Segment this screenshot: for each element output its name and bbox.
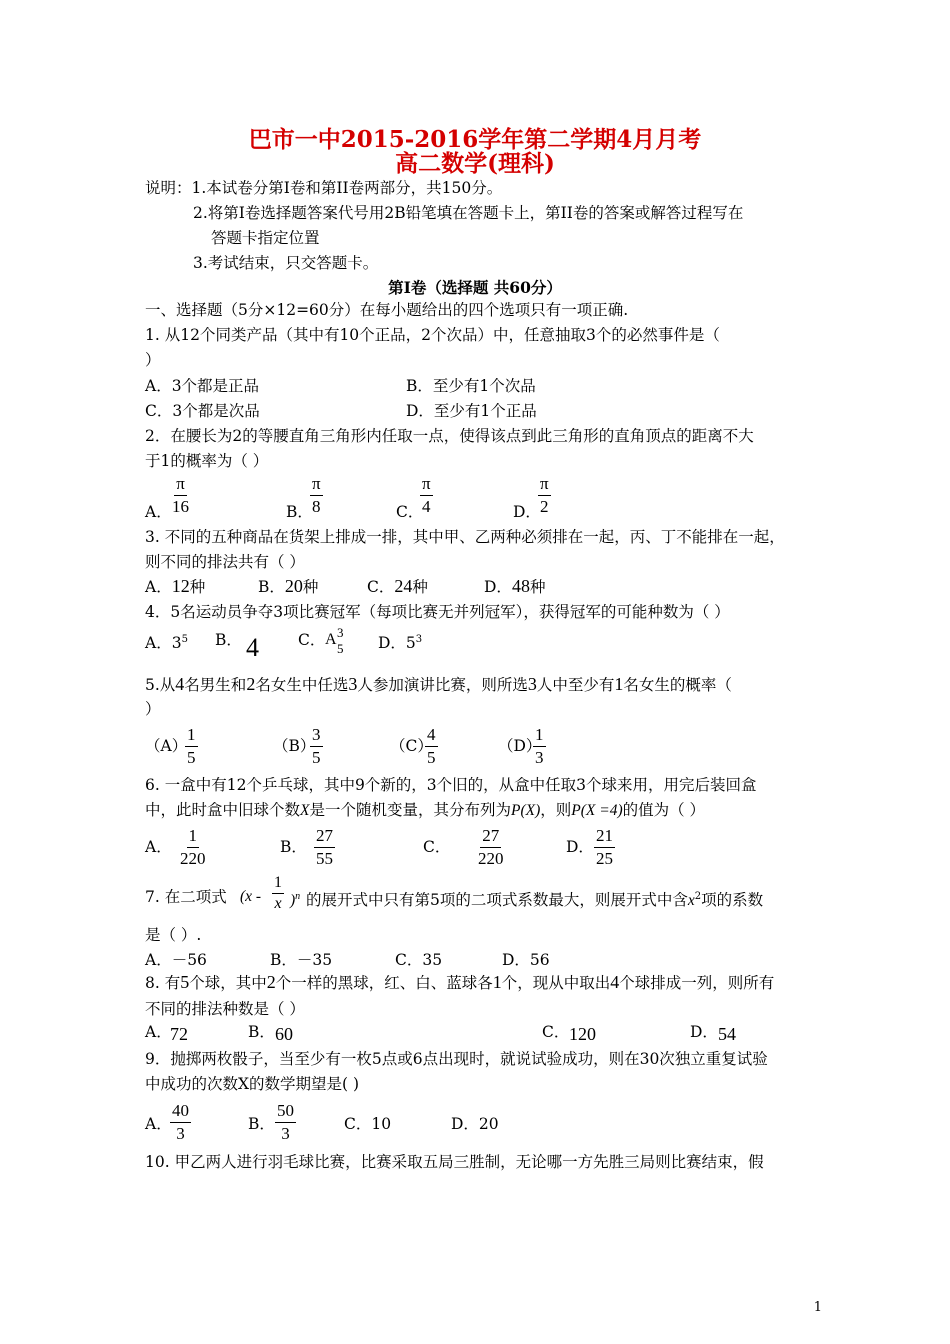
option-label: A． xyxy=(145,578,172,596)
q7-option-d: D．56 xyxy=(502,951,550,969)
fraction-denominator: 4 xyxy=(422,497,431,516)
q1-option-d: D．至少有1个正品 xyxy=(406,402,537,420)
permutation-symbol: A xyxy=(325,631,337,648)
fraction-denominator: 5 xyxy=(187,748,196,767)
fraction-denominator: 8 xyxy=(312,497,321,516)
q7-option-c: C．35 xyxy=(395,951,443,969)
q4-option-b-value: 4 xyxy=(246,633,259,662)
option-value: 20 xyxy=(284,576,303,596)
text-segment: 个球排成一列，则所有 xyxy=(619,974,775,992)
question-2-text-cont: 于1的概率为（ ） xyxy=(145,452,269,470)
number: 4 xyxy=(610,972,620,992)
q9-option-a: A． xyxy=(145,1115,172,1133)
text-segment: 项的系数 xyxy=(701,891,764,910)
option-unit: 种 xyxy=(189,578,206,596)
fraction-denominator: 25 xyxy=(596,849,613,868)
q8-option-b-value: 60 xyxy=(275,1024,293,1044)
option-label: D．5 xyxy=(378,634,416,653)
q1-option-b: B．至少有1个次品 xyxy=(406,377,536,395)
question-1-text-cont: ） xyxy=(145,351,161,369)
fraction-numerator: 21 xyxy=(594,825,615,848)
number: 2 xyxy=(246,674,256,694)
q1-option-a: A．3个都是正品 xyxy=(145,377,260,395)
q2-option-c-fraction xyxy=(420,473,433,518)
text-segment: 个球，其中 xyxy=(189,974,267,992)
question-1-text: 1. 从12个同类产品（其中有10个正品，2个次品）中，任意抽取3个的必然事件是（ xyxy=(145,326,720,344)
q5-option-c-fraction xyxy=(425,724,438,769)
instruction-1: 说明：1.本试卷分第Ⅰ卷和第II卷两部分，共150分。 xyxy=(145,179,503,197)
text-segment: 个一样的黑球，红、白、蓝球各 xyxy=(275,974,493,992)
question-3-text-cont: 则不同的排法共有（ ） xyxy=(145,553,305,571)
question-5-text-cont: ） xyxy=(145,700,161,718)
text-segment: 人中至少有 xyxy=(536,676,615,694)
q6-option-c-fraction xyxy=(476,825,506,870)
q5-option-d: （D） xyxy=(498,737,542,755)
question-6-text-cont xyxy=(145,800,705,821)
section-title: 第Ⅰ卷（选择题 共60分） xyxy=(388,278,562,297)
variable: x xyxy=(687,892,695,910)
exponent: 2 xyxy=(694,891,702,902)
number: 4 xyxy=(175,674,185,694)
q3-option-d xyxy=(484,576,545,597)
q6-option-b-fraction xyxy=(314,825,335,870)
q2-option-c: C． xyxy=(396,503,424,521)
fraction-numerator: 4 xyxy=(425,724,438,747)
option-unit: 种 xyxy=(412,578,428,596)
q5-option-b: （B） xyxy=(273,737,316,755)
text-segment: 5.从 xyxy=(145,676,176,694)
text-segment: 的展开式中只有第5项的二项式系数最大，则展开式中含 xyxy=(306,891,688,910)
q3-option-c xyxy=(367,576,428,597)
text-segment: 名女生中任选 xyxy=(255,676,349,694)
q8-option-c-value: 120 xyxy=(569,1024,596,1044)
q7-option-b: B．－35 xyxy=(270,951,333,969)
text-segment: 是一个随机变量，其分布列为 xyxy=(309,801,511,819)
q6-option-d: D． xyxy=(566,838,594,856)
fraction-numerator: 27 xyxy=(314,825,335,848)
question-2-text: 2．在腰长为2的等腰直角三角形内任取一点，使得该点到此三角形的直角顶点的距离不大 xyxy=(145,427,754,445)
option-value: 48 xyxy=(511,576,530,596)
fraction-numerator: π xyxy=(538,473,551,496)
fraction-denominator: 3 xyxy=(176,1124,185,1143)
fraction-denominator: 220 xyxy=(478,849,504,868)
q8-option-b-label: B． xyxy=(248,1023,275,1041)
q8-option-a-label: A． xyxy=(145,1023,172,1041)
question-5-text xyxy=(145,674,732,695)
fraction-denominator: 5 xyxy=(427,748,436,767)
number: 1 xyxy=(492,972,502,992)
fraction-numerator: 50 xyxy=(275,1100,296,1123)
fraction-numerator: π xyxy=(310,473,323,496)
fraction-denominator: 2 xyxy=(540,497,549,516)
q9-option-b: B． xyxy=(248,1115,275,1133)
exponent: 5 xyxy=(181,634,188,645)
question-6-text: 6. 一盒中有12个乒乓球，其中9个新的，3个旧的，从盒中任取3个球来用，用完后装回盒 xyxy=(145,776,757,794)
q9-option-c: C．10 xyxy=(344,1115,392,1133)
fraction-denominator: 3 xyxy=(535,748,544,767)
q6-option-b: B． xyxy=(280,838,307,856)
binomial-fraction xyxy=(272,873,284,914)
q4-option-c-label: C． xyxy=(298,631,326,649)
question-3-text: 3. 不同的五种商品在货架上排成一排，其中甲、乙两种必须排在一起，丙、丁不能排在一起， xyxy=(145,528,785,546)
option-unit: 种 xyxy=(302,578,319,596)
fraction-denominator: 55 xyxy=(316,849,333,868)
number: 5 xyxy=(180,972,190,992)
q8-option-d-label: D． xyxy=(690,1023,718,1041)
q5-option-a-fraction xyxy=(185,724,198,769)
page-number: 1 xyxy=(813,1300,822,1315)
exam-subtitle: 高二数学(理科) xyxy=(395,150,555,177)
exponent: 3 xyxy=(415,634,423,645)
option-label: B． xyxy=(258,578,285,596)
q8-option-d-value: 54 xyxy=(718,1024,736,1044)
question-8-text-cont: 不同的排法种数是（ ） xyxy=(145,1000,305,1018)
text-segment: 名男生和 xyxy=(184,676,247,694)
q2-option-d: D． xyxy=(513,503,541,521)
text-segment: 8. 有 xyxy=(145,974,181,992)
question-10-text: 10. 甲乙两人进行羽毛球比赛，比赛采取五局三胜制，无论哪一方先胜三局则比赛结束，假 xyxy=(145,1153,764,1171)
q6-option-c: C． xyxy=(423,838,451,856)
fraction-numerator: 1 xyxy=(533,724,546,747)
q4-option-a xyxy=(145,630,188,653)
fraction-numerator: 1 xyxy=(272,873,284,894)
instruction-3: 3.考试结束，只交答题卡。 xyxy=(193,254,379,272)
q2-option-b: B． xyxy=(286,503,313,521)
fraction-numerator: 1 xyxy=(187,825,200,848)
question-7-text-cont: 是（ ）. xyxy=(145,926,202,944)
q4-option-b-label: B． xyxy=(215,631,242,649)
number: 1 xyxy=(614,674,624,694)
q4-option-c-value xyxy=(325,625,344,656)
superscript: 3 xyxy=(337,625,344,640)
binomial-open: (x - xyxy=(240,888,262,905)
fraction-numerator: 3 xyxy=(310,724,323,747)
exponent: n xyxy=(295,891,301,902)
option-unit: 种 xyxy=(529,578,546,596)
q2-option-b-fraction xyxy=(310,473,323,518)
text-segment: 的值为（ ） xyxy=(622,801,706,819)
fraction-denominator: 16 xyxy=(172,497,189,516)
text-segment: 名女生的概率（ xyxy=(623,676,732,694)
question-7-intro: 7. 在二项式 xyxy=(145,888,227,906)
binomial-close xyxy=(290,887,300,911)
fraction-numerator: 1 xyxy=(185,724,198,747)
text-segment: 中，此时盒中旧球个数 xyxy=(145,801,301,819)
fraction-denominator: 220 xyxy=(180,849,206,868)
q3-option-b xyxy=(258,576,318,597)
option-label: A．3 xyxy=(145,634,182,653)
option-value: 24 xyxy=(394,576,413,596)
q9-option-a-fraction xyxy=(170,1100,191,1145)
fraction-numerator: 27 xyxy=(480,825,501,848)
q8-option-c-label: C． xyxy=(542,1023,570,1041)
instruction-2-cont: 答题卡指定位置 xyxy=(211,229,320,247)
q4-option-d xyxy=(378,630,422,653)
instruction-2: 2.将第Ⅰ卷选择题答案代号用2B铅笔填在答题卡上，第II卷的答案或解答过程写在 xyxy=(193,204,744,222)
exam-title: 巴市一中2015-2016学年第二学期4月月考 xyxy=(248,126,702,153)
q5-option-d-fraction xyxy=(533,724,546,769)
q9-option-b-fraction xyxy=(275,1100,296,1145)
text-segment: 个，现从中取出 xyxy=(501,974,611,992)
q2-option-a-fraction xyxy=(170,473,191,518)
subscript: 5 xyxy=(337,641,344,656)
section-intro: 一、选择题（5分×12=60分）在每小题给出的四个选项只有一项正确. xyxy=(145,301,629,319)
formula: P(X) xyxy=(511,802,541,819)
number: 2 xyxy=(266,972,276,992)
number: 3 xyxy=(527,674,537,694)
q2-option-a: A． xyxy=(145,503,172,521)
fraction-denominator: 3 xyxy=(281,1124,290,1143)
fraction-numerator: π xyxy=(420,473,433,496)
option-value: 12 xyxy=(171,576,190,596)
question-8-text xyxy=(145,972,774,993)
q7-option-a: A．－56 xyxy=(145,951,207,969)
option-label: C． xyxy=(367,578,395,596)
question-9-text: 9．抛掷两枚骰子，当至少有一枚5点或6点出现时，就说试验成功，则在30次独立重复试验 xyxy=(145,1050,768,1068)
q9-option-d: D．20 xyxy=(451,1115,499,1133)
fraction-numerator: 40 xyxy=(170,1100,191,1123)
question-9-text-cont: 中成功的次数X的数学期望是( ) xyxy=(145,1075,360,1093)
q8-option-a-value: 72 xyxy=(170,1024,188,1044)
number: 3 xyxy=(348,674,358,694)
question-4-text: 4．5名运动员争夺3项比赛冠军（每项比赛无并列冠军），获得冠军的可能种数为（ ） xyxy=(145,603,730,621)
q5-option-b-fraction xyxy=(310,724,323,769)
q3-option-a xyxy=(145,576,205,597)
q1-option-c: C．3个都是次品 xyxy=(145,402,260,420)
paren: ) xyxy=(290,892,296,910)
variable: X xyxy=(300,802,310,819)
q6-option-a: A． xyxy=(145,838,172,856)
q6-option-d-fraction xyxy=(594,825,615,870)
q2-option-d-fraction xyxy=(538,473,551,518)
text-segment: ，则 xyxy=(540,801,572,819)
q5-option-c: （C） xyxy=(390,737,433,755)
question-7-text xyxy=(306,887,763,911)
q6-option-a-fraction xyxy=(178,825,208,870)
option-label: D． xyxy=(484,578,512,596)
text-segment: 人参加演讲比赛，则所选 xyxy=(357,676,528,694)
q5-option-a: （A） xyxy=(145,737,188,755)
formula: P(X =4) xyxy=(571,802,623,819)
fraction-numerator: π xyxy=(174,473,187,496)
fraction-denominator: x xyxy=(274,895,282,912)
fraction-denominator: 5 xyxy=(312,748,321,767)
